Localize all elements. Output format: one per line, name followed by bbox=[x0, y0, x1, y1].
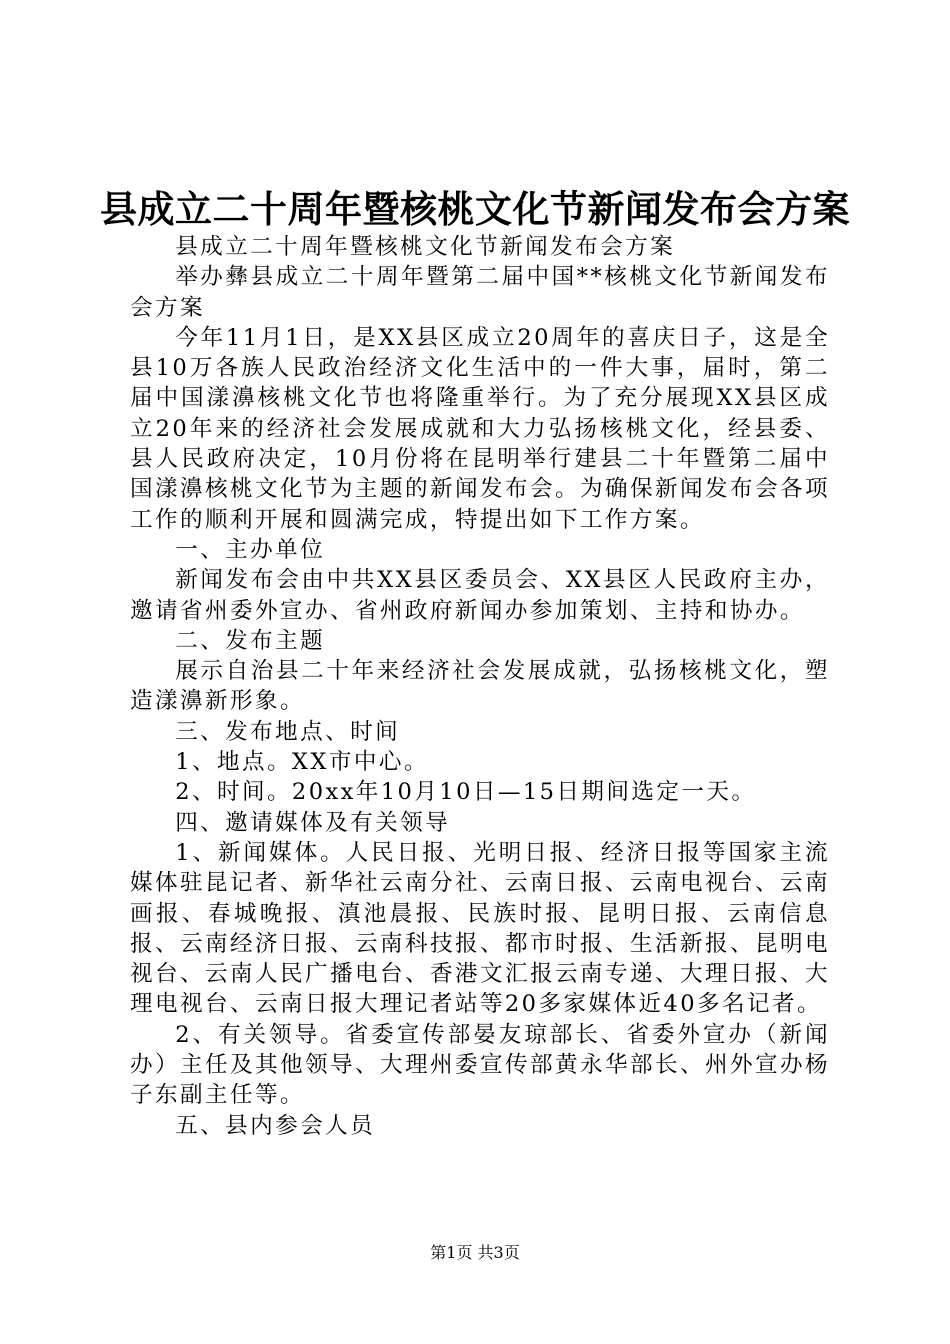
section-heading: 四、邀请媒体及有关领导 bbox=[175, 809, 451, 836]
body-paragraph: 今年11月1日，是XX县区成立20周年的喜庆日子，这是全县10万各族人民政治经济文化生活中的一件大事，届时，第二届中国漾濞核桃文化节也将隆重举行。为了充分展现XX县区成立20年来的经济社会发展成就和大力弘扬核桃文化，经县委、县人民政府决定，10月份将在昆明举行建县二十年暨第二届中国漾濞核桃文化节为主题的新闻发布会。为确保新闻发布会各项工作的顺利开展和圆满完成，特提出如下工作方案。 bbox=[130, 324, 830, 533]
page-footer: 第1页 共3页 bbox=[430, 1243, 520, 1262]
body-paragraph: 2、有关领导。省委宣传部晏友琼部长、省委外宣办（新闻办）主任及其他领导、大理州委宣传部黄永华部长、州外宣办杨子东副主任等。 bbox=[130, 1021, 830, 1109]
body-paragraph: 举办彝县成立二十周年暨第二届中国**核桃文化节新闻发布会方案 bbox=[130, 264, 830, 321]
section-heading: 一、主办单位 bbox=[175, 536, 326, 563]
body-paragraph: 展示自治县二十年来经济社会发展成就，弘扬核桃文化，塑造漾濞新形象。 bbox=[130, 658, 830, 715]
document-title: 县成立二十周年暨核桃文化节新闻发布会方案 bbox=[100, 188, 850, 231]
body-paragraph: 新闻发布会由中共XX县区委员会、XX县区人民政府主办，邀请省州委外宣办、省州政府新闻办参加策划、主持和协办。 bbox=[130, 567, 830, 624]
body-paragraph: 2、时间。20xx年10月10日—15日期间选定一天。 bbox=[175, 779, 757, 806]
document-body bbox=[130, 232, 830, 1141]
section-heading: 二、发布主题 bbox=[175, 627, 326, 654]
section-heading: 三、发布地点、时间 bbox=[175, 718, 401, 745]
body-paragraph: 1、地点。XX市中心。 bbox=[175, 749, 429, 776]
body-paragraph: 1、新闻媒体。人民日报、光明日报、经济日报等国家主流媒体驻昆记者、新华社云南分社、云南日报、云南电视台、云南画报、春城晚报、滇池晨报、民族时报、昆明日报、云南信息报、云南经济日报、云南科技报、都市时报、生活新报、昆明电视台、云南人民广播电台、香港文汇报云南专递、大理日报、大理电视台、云南日报大理记者站等20多家媒体近40多名记者。 bbox=[130, 839, 830, 1018]
section-heading: 五、县内参会人员 bbox=[175, 1112, 376, 1139]
body-paragraph: 县成立二十周年暨核桃文化节新闻发布会方案 bbox=[175, 234, 676, 260]
